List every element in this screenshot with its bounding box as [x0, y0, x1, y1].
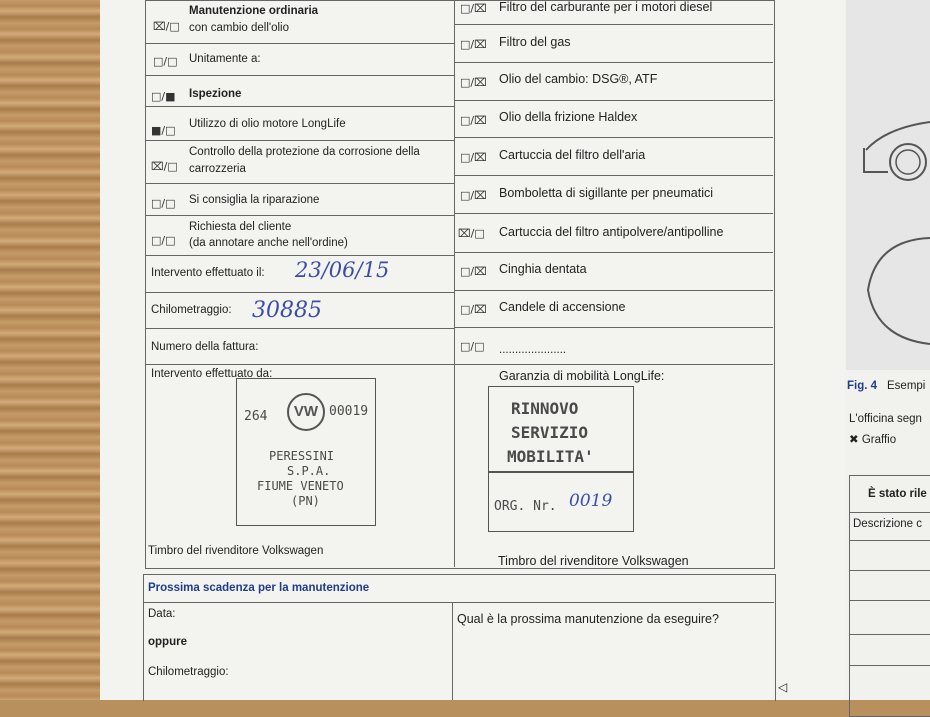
label-longlife: Utilizzo di olio motore LongLife [189, 118, 346, 130]
descrizione-header: Descrizione c [853, 518, 923, 530]
checkbox-ispezione[interactable]: □/■ [151, 90, 176, 103]
label-intervento-da: Intervento effettuato da: [151, 368, 273, 380]
stamp-dealer-name: PERESSINI [269, 449, 335, 463]
label-filtro-carburante: Filtro del carburante per i motori diesel [499, 0, 713, 14]
label-intervento-data: Intervento effettuato il: [151, 267, 265, 279]
mobility-stamp [488, 386, 634, 532]
label-question: Qual è la prossima manutenzione da eseguire? [457, 612, 719, 626]
vw-logo-icon: VW [287, 393, 325, 431]
stamp-rinnovo: RINNOVO [511, 399, 579, 418]
checkbox-sigillante[interactable]: □/⌧ [460, 189, 487, 202]
label-sigillante: Bomboletta di sigillante per pneumatici [499, 186, 714, 200]
label-filtro-gas: Filtro del gas [499, 35, 571, 49]
label-cambio-olio: con cambio dell'olio [189, 22, 290, 34]
label-carrozzeria: carrozzeria [189, 163, 246, 175]
stamp-servizio: SERVIZIO [511, 423, 589, 442]
stato-rilevato-header: È stato rile [868, 488, 927, 500]
stamp-province: (PN) [291, 494, 320, 508]
label-chilometraggio-next: Chilometraggio: [148, 666, 229, 678]
checkbox-manutenzione[interactable]: ⌧/□ [153, 20, 180, 33]
label-riparazione: Si consiglia la riparazione [189, 194, 320, 206]
figure-number: Fig. 4 [847, 380, 878, 392]
handwritten-km: 30885 [252, 298, 322, 323]
checkbox-candele[interactable]: □/⌧ [460, 303, 487, 316]
label-corrosione: Controllo della protezione da corrosione della [189, 146, 420, 158]
car-outline-icon [846, 0, 930, 370]
handwritten-date: 23/06/15 [295, 258, 390, 282]
stamp-city: FIUME VENETO [257, 479, 344, 493]
label-data: Data: [148, 608, 176, 620]
label-annotare: (da annotare anche nell'ordine) [189, 237, 348, 249]
figure-caption: Esempi [887, 380, 926, 392]
checkbox-unitamente[interactable]: □/□ [153, 55, 178, 68]
dealer-stamp [236, 378, 376, 526]
checkbox-richiesta[interactable]: □/□ [151, 234, 176, 247]
label-cinghia: Cinghia dentata [499, 262, 587, 276]
checkbox-haldex[interactable]: □/⌧ [460, 114, 487, 127]
label-altro-dotted: ..................... [499, 344, 567, 356]
stamp-company-type: S.P.A. [287, 464, 331, 478]
checkbox-olio-cambio[interactable]: □/⌧ [460, 76, 487, 89]
graffio-text: ✖ Graffio [849, 434, 897, 446]
checkbox-filtro-gas[interactable]: □/⌧ [460, 38, 487, 51]
section-title-prossima: Prossima scadenza per la manutenzione [148, 582, 370, 594]
label-olio-cambio: Olio del cambio: DSG®, ATF [499, 72, 658, 86]
label-unitamente: Unitamente a: [189, 53, 261, 65]
checkbox-longlife[interactable]: ■/□ [151, 124, 176, 137]
label-richiesta: Richiesta del cliente [189, 221, 292, 233]
wooden-table [0, 0, 110, 700]
table-divider [454, 0, 455, 567]
stamp-number-right: 00019 [329, 404, 369, 419]
checkbox-filtro-aria[interactable]: □/⌧ [460, 151, 487, 164]
label-oppure: oppure [148, 636, 187, 648]
label-manutenzione: Manutenzione ordinaria [189, 5, 319, 17]
label-ispezione: Ispezione [189, 88, 242, 100]
checkbox-riparazione[interactable]: □/□ [151, 197, 176, 210]
car-illustration [846, 0, 930, 370]
checkbox-corrosione[interactable]: ⌧/□ [151, 160, 178, 173]
stamp-org-value: 0019 [569, 491, 613, 511]
stamp-mobilita: MOBILITA' [507, 447, 594, 466]
label-timbro-right: Timbro del rivenditore Volkswagen [498, 554, 689, 568]
stamp-divider [489, 471, 633, 473]
stamp-number-left: 264 [244, 409, 268, 424]
checkbox-altro[interactable]: □/□ [460, 340, 485, 353]
checkbox-filtro-antipolvere[interactable]: ⌧/□ [458, 227, 485, 240]
label-filtro-antipolvere: Cartuccia del filtro antipolvere/antipolline [499, 225, 724, 239]
label-chilometraggio: Chilometraggio: [151, 304, 232, 316]
label-timbro-left: Timbro del rivenditore Volkswagen [148, 545, 324, 557]
checkbox-filtro-carburante[interactable]: □/⌧ [460, 2, 487, 15]
officina-text: L'officina segn [849, 413, 922, 425]
label-fattura: Numero della fattura: [151, 341, 259, 353]
label-haldex: Olio della frizione Haldex [499, 110, 638, 124]
label-garanzia: Garanzia di mobilità LongLife: [499, 369, 665, 383]
label-candele: Candele di accensione [499, 300, 626, 314]
stamp-org-label: ORG. Nr. [494, 499, 557, 514]
corner-arrow-icon: ◁ [778, 680, 788, 694]
label-filtro-aria: Cartuccia del filtro dell'aria [499, 148, 646, 162]
checkbox-cinghia[interactable]: □/⌧ [460, 265, 487, 278]
